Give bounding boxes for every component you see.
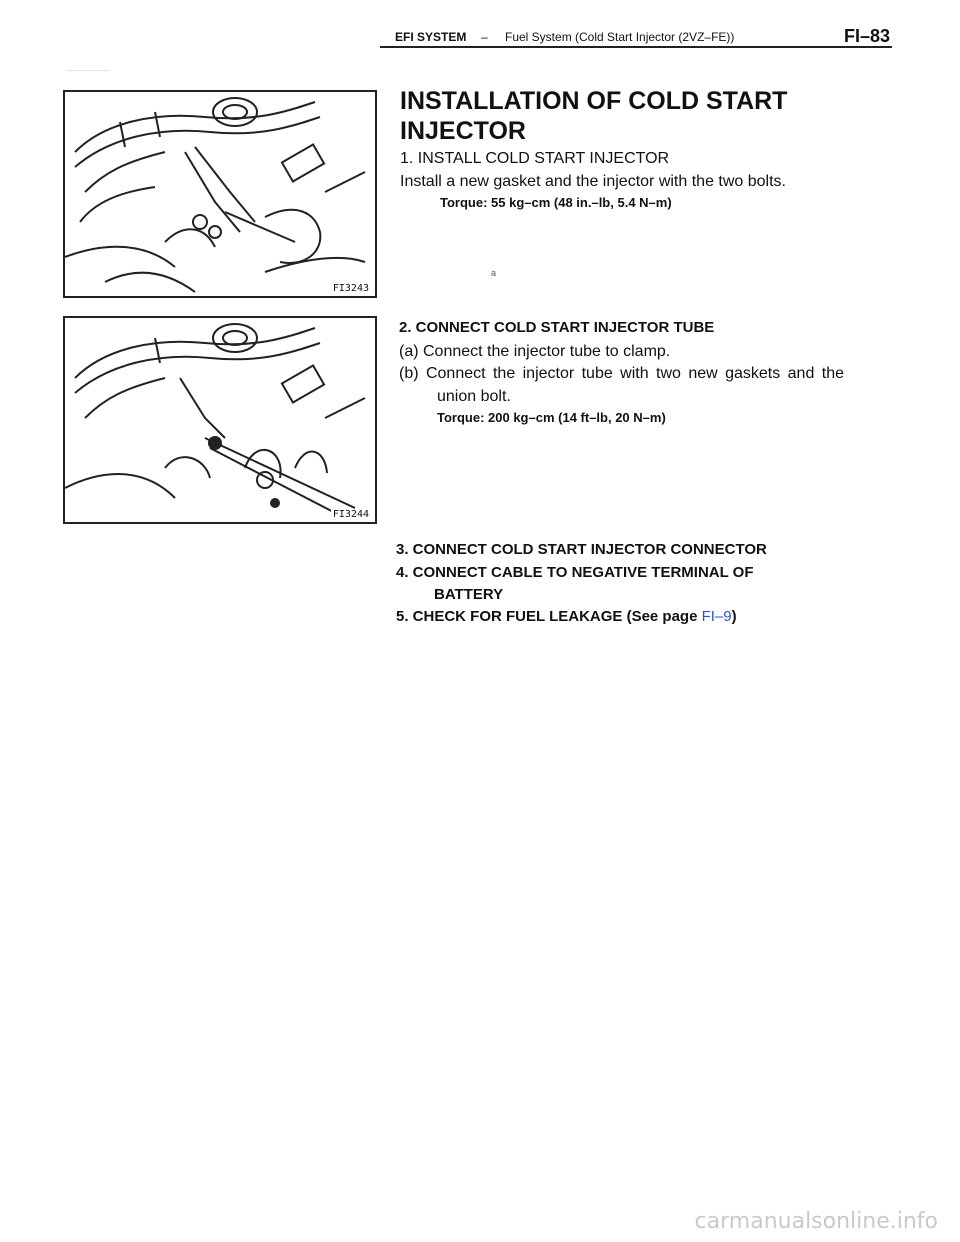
figure-install-injector xyxy=(63,90,377,298)
step-2b-text: (b) Connect the injector tube with two new gaskets and the xyxy=(399,365,844,382)
step-3-heading: 3. CONNECT COLD START INJECTOR CONNECTOR xyxy=(396,541,767,558)
step-2-torque: Torque: 200 kg–cm (14 ft–lb, 20 N–m) xyxy=(437,410,666,425)
step-2-heading: 2. CONNECT COLD START INJECTOR TUBE xyxy=(399,319,715,336)
watermark: carmanualsonline.info xyxy=(694,1209,938,1234)
step-1-torque: Torque: 55 kg–cm (48 in.–lb, 5.4 N–m) xyxy=(440,195,672,210)
figure-code-2: FI3244 xyxy=(332,509,369,520)
engine-illustration-1 xyxy=(65,92,375,296)
section-title: INSTALLATION OF COLD START INJECTOR xyxy=(400,87,788,145)
scan-artifact xyxy=(66,70,110,71)
step-4-heading: 4. CONNECT CABLE TO NEGATIVE TERMINAL OF xyxy=(396,564,754,581)
step-5-close: ) xyxy=(731,608,737,625)
step-1-text: Install a new gasket and the injector with the two bolts. xyxy=(400,173,786,190)
header-section: EFI SYSTEM xyxy=(395,30,467,44)
step-5-text: 5. CHECK FOR FUEL LEAKAGE (See page xyxy=(396,608,698,625)
step-5-heading xyxy=(396,608,737,625)
step-1-heading: 1. INSTALL COLD START INJECTOR xyxy=(400,150,670,167)
step-2a-text: (a) Connect the injector tube to clamp. xyxy=(399,343,671,360)
step-2b-text-continued: union bolt. xyxy=(437,388,511,405)
header-subsection: Fuel System (Cold Start Injector (2VZ–FE)) xyxy=(505,30,735,44)
page-link-fi-9[interactable]: FI–9 xyxy=(701,608,732,625)
figure-connect-tube xyxy=(63,316,377,524)
figure-code-1: FI3243 xyxy=(332,283,369,294)
engine-illustration-2 xyxy=(65,318,375,522)
step-4-heading-continued: BATTERY xyxy=(434,586,504,603)
page-number: FI–83 xyxy=(843,26,890,46)
scan-speck: a xyxy=(491,268,497,278)
header-separator: – xyxy=(481,30,488,44)
header-rule xyxy=(380,46,892,48)
